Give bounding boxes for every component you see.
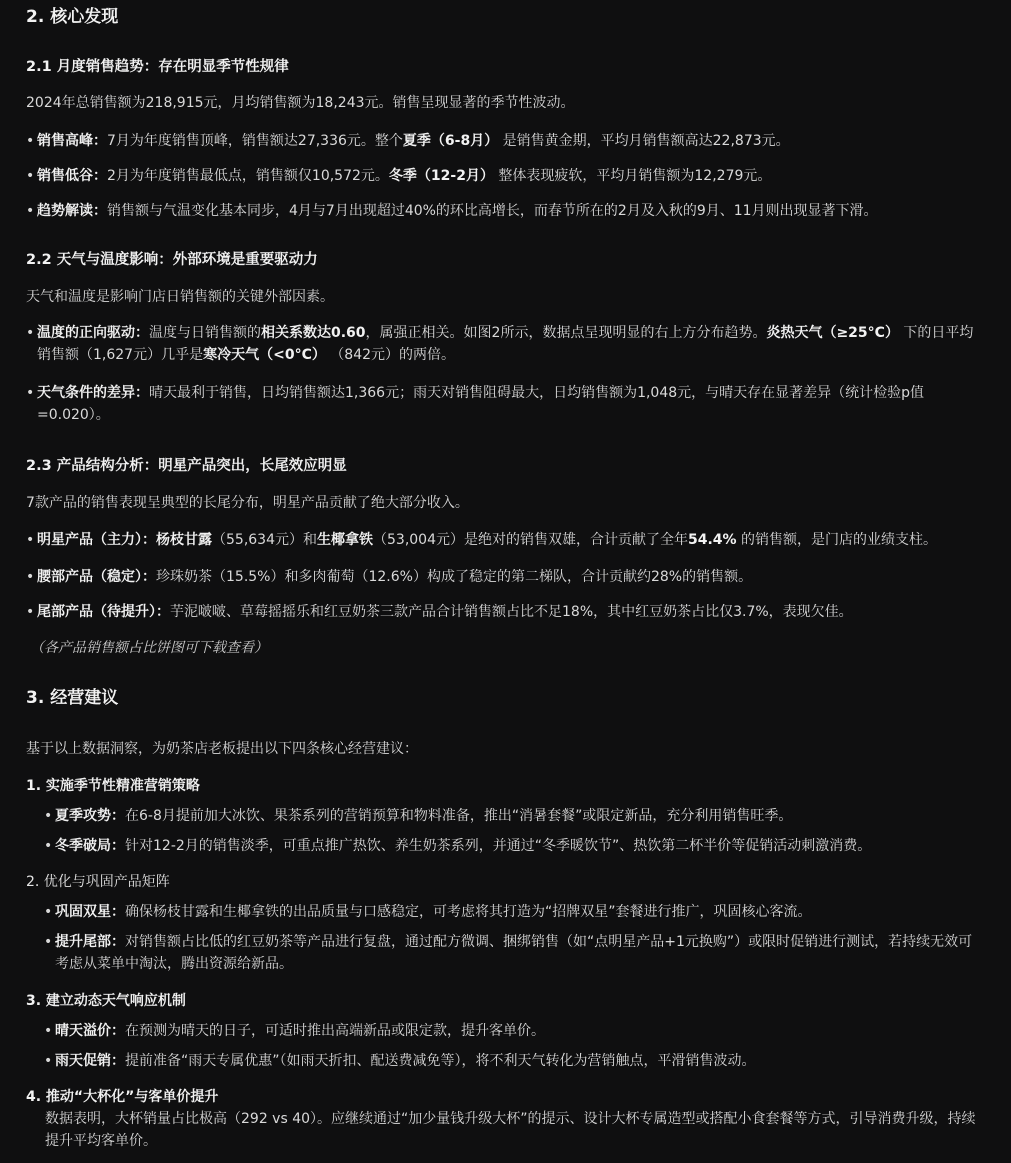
list-item-rainy: • 雨天促销：提前准备“雨天专属优惠”（如雨天折扣、配送费减免等），将不利天气转化为营销触点，平滑销售波动。 xyxy=(44,1050,985,1072)
list-item-trend: • 趋势解读：销售额与气温变化基本同步，4月与7月出现超过40%的环比高增长，而春节所在的2月及入秋的9月、11月则出现显著下滑。 xyxy=(26,200,985,222)
list-item-mid-products: • 腰部产品（稳定）：珍珠奶茶（15.5%）和多肉葡萄（12.6%）构成了稳定的第二梯队，合计贡献约28%的销售额。 xyxy=(26,566,985,588)
subsection-title-monthly: 2.1 月度销售趋势：存在明显季节性规律 xyxy=(26,59,289,75)
list-item-consolidate: • 巩固双星：确保杨枝甘露和生椰拿铁的出品质量与口感稳定，可考虑将其打造为“招牌双星”套餐进行推广，巩固核心客流。 xyxy=(44,901,985,923)
paragraph-weather-intro: 天气和温度是影响门店日销售额的关键外部因素。 xyxy=(26,289,334,305)
list-item-weather-conditions: • 天气条件的差异：晴天最利于销售，日均销售额达1,366元；雨天对销售阻碍最大，日均销售额为1,048元，与晴天存在显著差异（统计检验p值=0.020）。 xyxy=(26,382,985,426)
recommendation-4-title: 4. 推动“大杯化”与客单价提升 xyxy=(26,1089,219,1105)
list-item-summer: • 夏季攻势：在6-8月提前加大冰饮、果茶系列的营销预算和物料准备，推出“消暑套餐”或限定新品，充分利用销售旺季。 xyxy=(44,805,985,827)
section-title-findings: 2. 核心发现 xyxy=(26,7,119,27)
list-item-trough: • 销售低谷：2月为年度销售最低点，销售额仅10,572元。冬季（12-2月） 整体表现疲软，平均月销售额为12,279元。 xyxy=(26,165,985,187)
paragraph-large-cup: 数据表明，大杯销量占比极高（292 vs 40）。应继续通过“加少量钱升级大杯”的提示、设计大杯专属造型或搭配小食套餐等方式，引导消费升级，持续提升平均客单价。 xyxy=(45,1111,976,1149)
paragraph-monthly-intro: 2024年总销售额为218,915元，月均销售额为18,243元。销售呈现显著的季节性波动。 xyxy=(26,95,575,111)
section-title-recommendations: 3. 经营建议 xyxy=(26,688,119,708)
recommendation-2-title: 2. 优化与巩固产品矩阵 xyxy=(26,874,170,890)
subsection-title-weather: 2.2 天气与温度影响：外部环境是重要驱动力 xyxy=(26,252,318,268)
subsection-title-products: 2.3 产品结构分析：明星产品突出，长尾效应明显 xyxy=(26,458,347,474)
list-item-tail-products: • 尾部产品（待提升）：芋泥啵啵、草莓摇摇乐和红豆奶茶三款产品合计销售额占比不足18%，其中红豆奶茶占比仅3.7%，表现欠佳。 xyxy=(26,601,985,623)
paragraph-recommendations-intro: 基于以上数据洞察，为奶茶店老板提出以下四条核心经营建议： xyxy=(26,741,418,757)
paragraph-products-intro: 7款产品的销售表现呈典型的长尾分布，明星产品贡献了绝大部分收入。 xyxy=(26,495,469,511)
list-item-peak: • 销售高峰：7月为年度销售顶峰，销售额达27,336元。整个夏季（6-8月） 是销售黄金期，平均月销售额高达22,873元。 xyxy=(26,130,985,152)
list-item-sunny: • 晴天溢价：在预测为晴天的日子，可适时推出高端新品或限定款，提升客单价。 xyxy=(44,1020,985,1042)
pie-chart-note: （各产品销售额占比饼图可下载查看） xyxy=(30,640,268,656)
recommendation-1-title: 1. 实施季节性精准营销策略 xyxy=(26,778,200,794)
recommendation-3-title: 3. 建立动态天气响应机制 xyxy=(26,993,186,1009)
list-item-improve-tail: • 提升尾部：对销售额占比低的红豆奶茶等产品进行复盘，通过配方微调、捆绑销售（如“点明星产品+1元换购”）或限时促销进行测试，若持续无效可考虑从菜单中淘汰，腾出资源给新品。 xyxy=(44,931,985,975)
list-item-temperature: • 温度的正向驱动：温度与日销售额的相关系数达0.60，属强正相关。如图2所示，数据点呈现明显的右上方分布趋势。炎热天气（≥25°C） 下的日平均销售额（1,627元）几乎是寒冷天气（<0°C） （842元）的两倍。 xyxy=(26,322,985,366)
list-item-star-products: • 明星产品（主力）：杨枝甘露（55,634元）和生椰拿铁（53,004元）是绝对的销售双雄，合计贡献了全年54.4% 的销售额，是门店的业绩支柱。 xyxy=(26,529,985,551)
list-item-winter: • 冬季破局：针对12-2月的销售淡季，可重点推广热饮、养生奶茶系列，并通过“冬季暖饮节”、热饮第二杯半价等促销活动刺激消费。 xyxy=(44,835,985,857)
